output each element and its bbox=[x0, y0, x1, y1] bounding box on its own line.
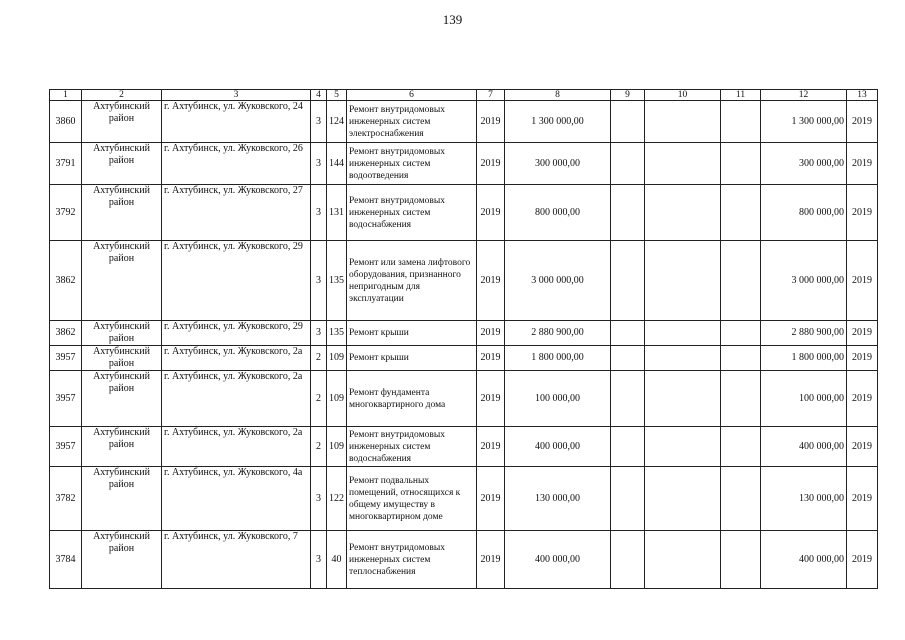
col13-year-cell: 2019 bbox=[847, 371, 878, 427]
column-header: 1 bbox=[50, 90, 82, 101]
column-header: 6 bbox=[347, 90, 477, 101]
col13-year-cell: 2019 bbox=[847, 346, 878, 371]
col4-cell: 3 bbox=[311, 241, 327, 321]
col11-cell bbox=[721, 321, 761, 346]
col12-cost-cell: 300 000,00 bbox=[761, 143, 847, 185]
total-cost-cell: 100 000,00 bbox=[505, 371, 611, 427]
address-cell: г. Ахтубинск, ул. Жуковского, 4а bbox=[162, 467, 311, 531]
table-row bbox=[50, 321, 878, 346]
col12-cost-cell: 400 000,00 bbox=[761, 531, 847, 589]
col11-cell bbox=[721, 346, 761, 371]
col5-cell: 109 bbox=[327, 427, 347, 467]
address-cell: г. Ахтубинск, ул. Жуковского, 29 bbox=[162, 241, 311, 321]
work-type-cell: Ремонт внутридомовых инженерных систем водоснабжения bbox=[347, 427, 477, 467]
year-cell: 2019 bbox=[477, 467, 505, 531]
total-cost-cell: 2 880 900,00 bbox=[505, 321, 611, 346]
col13-year-cell: 2019 bbox=[847, 321, 878, 346]
table-row bbox=[50, 531, 878, 589]
table-row bbox=[50, 346, 878, 371]
col4-cell: 3 bbox=[311, 321, 327, 346]
row-id: 3791 bbox=[50, 143, 82, 185]
col9-cell bbox=[611, 185, 645, 241]
col12-cost-cell: 1 800 000,00 bbox=[761, 346, 847, 371]
total-cost-cell: 400 000,00 bbox=[505, 427, 611, 467]
work-type-cell: Ремонт внутридомовых инженерных систем водоснабжения bbox=[347, 185, 477, 241]
row-id: 3862 bbox=[50, 241, 82, 321]
total-cost-cell: 300 000,00 bbox=[505, 143, 611, 185]
row-id: 3860 bbox=[50, 101, 82, 143]
col9-cell bbox=[611, 101, 645, 143]
total-cost-cell: 1 300 000,00 bbox=[505, 101, 611, 143]
address-cell: г. Ахтубинск, ул. Жуковского, 2а bbox=[162, 427, 311, 467]
col9-cell bbox=[611, 346, 645, 371]
col9-cell bbox=[611, 143, 645, 185]
col5-cell: 40 bbox=[327, 531, 347, 589]
col13-year-cell: 2019 bbox=[847, 531, 878, 589]
col11-cell bbox=[721, 467, 761, 531]
column-header: 5 bbox=[327, 90, 347, 101]
col11-cell bbox=[721, 531, 761, 589]
table-row bbox=[50, 241, 878, 321]
col5-cell: 135 bbox=[327, 321, 347, 346]
col13-year-cell: 2019 bbox=[847, 467, 878, 531]
column-header: 12 bbox=[761, 90, 847, 101]
column-header: 7 bbox=[477, 90, 505, 101]
col9-cell bbox=[611, 321, 645, 346]
row-id: 3957 bbox=[50, 427, 82, 467]
col11-cell bbox=[721, 101, 761, 143]
district-cell: Ахтубинский район bbox=[82, 241, 162, 321]
table-row bbox=[50, 101, 878, 143]
col13-year-cell: 2019 bbox=[847, 427, 878, 467]
col12-cost-cell: 400 000,00 bbox=[761, 427, 847, 467]
work-type-cell: Ремонт внутридомовых инженерных систем теплоснабжения bbox=[347, 531, 477, 589]
address-cell: г. Ахтубинск, ул. Жуковского, 29 bbox=[162, 321, 311, 346]
total-cost-cell: 130 000,00 bbox=[505, 467, 611, 531]
district-cell: Ахтубинский район bbox=[82, 321, 162, 346]
col9-cell bbox=[611, 531, 645, 589]
total-cost-cell: 1 800 000,00 bbox=[505, 346, 611, 371]
page-number: 139 bbox=[442, 12, 463, 27]
col4-cell: 3 bbox=[311, 101, 327, 143]
col12-cost-cell: 100 000,00 bbox=[761, 371, 847, 427]
column-header: 11 bbox=[721, 90, 761, 101]
year-cell: 2019 bbox=[477, 185, 505, 241]
district-cell: Ахтубинский район bbox=[82, 346, 162, 371]
col10-cell bbox=[645, 101, 721, 143]
year-cell: 2019 bbox=[477, 346, 505, 371]
district-cell: Ахтубинский район bbox=[82, 427, 162, 467]
table-row bbox=[50, 185, 878, 241]
work-type-cell: Ремонт крыши bbox=[347, 321, 477, 346]
col12-cost-cell: 800 000,00 bbox=[761, 185, 847, 241]
address-cell: г. Ахтубинск, ул. Жуковского, 26 bbox=[162, 143, 311, 185]
col12-cost-cell: 2 880 900,00 bbox=[761, 321, 847, 346]
column-header: 3 bbox=[162, 90, 311, 101]
col12-cost-cell: 3 000 000,00 bbox=[761, 241, 847, 321]
col10-cell bbox=[645, 346, 721, 371]
col4-cell: 2 bbox=[311, 346, 327, 371]
work-type-cell: Ремонт или замена лифтового оборудования, признанного непригодным для эксплуатации bbox=[347, 241, 477, 321]
col11-cell bbox=[721, 371, 761, 427]
col5-cell: 144 bbox=[327, 143, 347, 185]
col10-cell bbox=[645, 531, 721, 589]
col9-cell bbox=[611, 241, 645, 321]
table-row bbox=[50, 427, 878, 467]
col11-cell bbox=[721, 241, 761, 321]
address-cell: г. Ахтубинск, ул. Жуковского, 24 bbox=[162, 101, 311, 143]
col4-cell: 3 bbox=[311, 143, 327, 185]
work-type-cell: Ремонт внутридомовых инженерных систем электроснабжения bbox=[347, 101, 477, 143]
year-cell: 2019 bbox=[477, 427, 505, 467]
row-id: 3862 bbox=[50, 321, 82, 346]
col13-year-cell: 2019 bbox=[847, 241, 878, 321]
col9-cell bbox=[611, 467, 645, 531]
col4-cell: 3 bbox=[311, 467, 327, 531]
column-number-row bbox=[50, 90, 878, 101]
table-row bbox=[50, 371, 878, 427]
district-cell: Ахтубинский район bbox=[82, 101, 162, 143]
col5-cell: 109 bbox=[327, 346, 347, 371]
year-cell: 2019 bbox=[477, 143, 505, 185]
district-cell: Ахтубинский район bbox=[82, 467, 162, 531]
column-header: 4 bbox=[311, 90, 327, 101]
row-id: 3957 bbox=[50, 371, 82, 427]
column-header: 2 bbox=[82, 90, 162, 101]
address-cell: г. Ахтубинск, ул. Жуковского, 27 bbox=[162, 185, 311, 241]
col10-cell bbox=[645, 427, 721, 467]
registry-table bbox=[49, 89, 878, 589]
col4-cell: 2 bbox=[311, 371, 327, 427]
col4-cell: 2 bbox=[311, 427, 327, 467]
col10-cell bbox=[645, 371, 721, 427]
col12-cost-cell: 130 000,00 bbox=[761, 467, 847, 531]
year-cell: 2019 bbox=[477, 321, 505, 346]
total-cost-cell: 400 000,00 bbox=[505, 531, 611, 589]
col5-cell: 124 bbox=[327, 101, 347, 143]
col4-cell: 3 bbox=[311, 531, 327, 589]
col11-cell bbox=[721, 427, 761, 467]
col5-cell: 109 bbox=[327, 371, 347, 427]
district-cell: Ахтубинский район bbox=[82, 371, 162, 427]
address-cell: г. Ахтубинск, ул. Жуковского, 2а bbox=[162, 371, 311, 427]
year-cell: 2019 bbox=[477, 371, 505, 427]
work-type-cell: Ремонт крыши bbox=[347, 346, 477, 371]
year-cell: 2019 bbox=[477, 241, 505, 321]
column-header: 8 bbox=[505, 90, 611, 101]
col9-cell bbox=[611, 427, 645, 467]
col5-cell: 131 bbox=[327, 185, 347, 241]
col13-year-cell: 2019 bbox=[847, 185, 878, 241]
table-row bbox=[50, 143, 878, 185]
col10-cell bbox=[645, 241, 721, 321]
row-id: 3784 bbox=[50, 531, 82, 589]
col10-cell bbox=[645, 321, 721, 346]
work-type-cell: Ремонт подвальных помещений, относящихся к общему имуществу в многоквартирном доме bbox=[347, 467, 477, 531]
col10-cell bbox=[645, 467, 721, 531]
district-cell: Ахтубинский район bbox=[82, 143, 162, 185]
column-header: 10 bbox=[645, 90, 721, 101]
row-id: 3957 bbox=[50, 346, 82, 371]
column-header: 13 bbox=[847, 90, 878, 101]
col10-cell bbox=[645, 185, 721, 241]
col5-cell: 122 bbox=[327, 467, 347, 531]
district-cell: Ахтубинский район bbox=[82, 531, 162, 589]
total-cost-cell: 800 000,00 bbox=[505, 185, 611, 241]
work-type-cell: Ремонт фундамента многоквартирного дома bbox=[347, 371, 477, 427]
address-cell: г. Ахтубинск, ул. Жуковского, 2а bbox=[162, 346, 311, 371]
col9-cell bbox=[611, 371, 645, 427]
col13-year-cell: 2019 bbox=[847, 143, 878, 185]
col13-year-cell: 2019 bbox=[847, 101, 878, 143]
col10-cell bbox=[645, 143, 721, 185]
row-id: 3782 bbox=[50, 467, 82, 531]
table-row bbox=[50, 467, 878, 531]
address-cell: г. Ахтубинск, ул. Жуковского, 7 bbox=[162, 531, 311, 589]
district-cell: Ахтубинский район bbox=[82, 185, 162, 241]
column-header: 9 bbox=[611, 90, 645, 101]
col5-cell: 135 bbox=[327, 241, 347, 321]
total-cost-cell: 3 000 000,00 bbox=[505, 241, 611, 321]
work-type-cell: Ремонт внутридомовых инженерных систем водоотведения bbox=[347, 143, 477, 185]
row-id: 3792 bbox=[50, 185, 82, 241]
col4-cell: 3 bbox=[311, 185, 327, 241]
year-cell: 2019 bbox=[477, 101, 505, 143]
col11-cell bbox=[721, 143, 761, 185]
col12-cost-cell: 1 300 000,00 bbox=[761, 101, 847, 143]
year-cell: 2019 bbox=[477, 531, 505, 589]
col11-cell bbox=[721, 185, 761, 241]
